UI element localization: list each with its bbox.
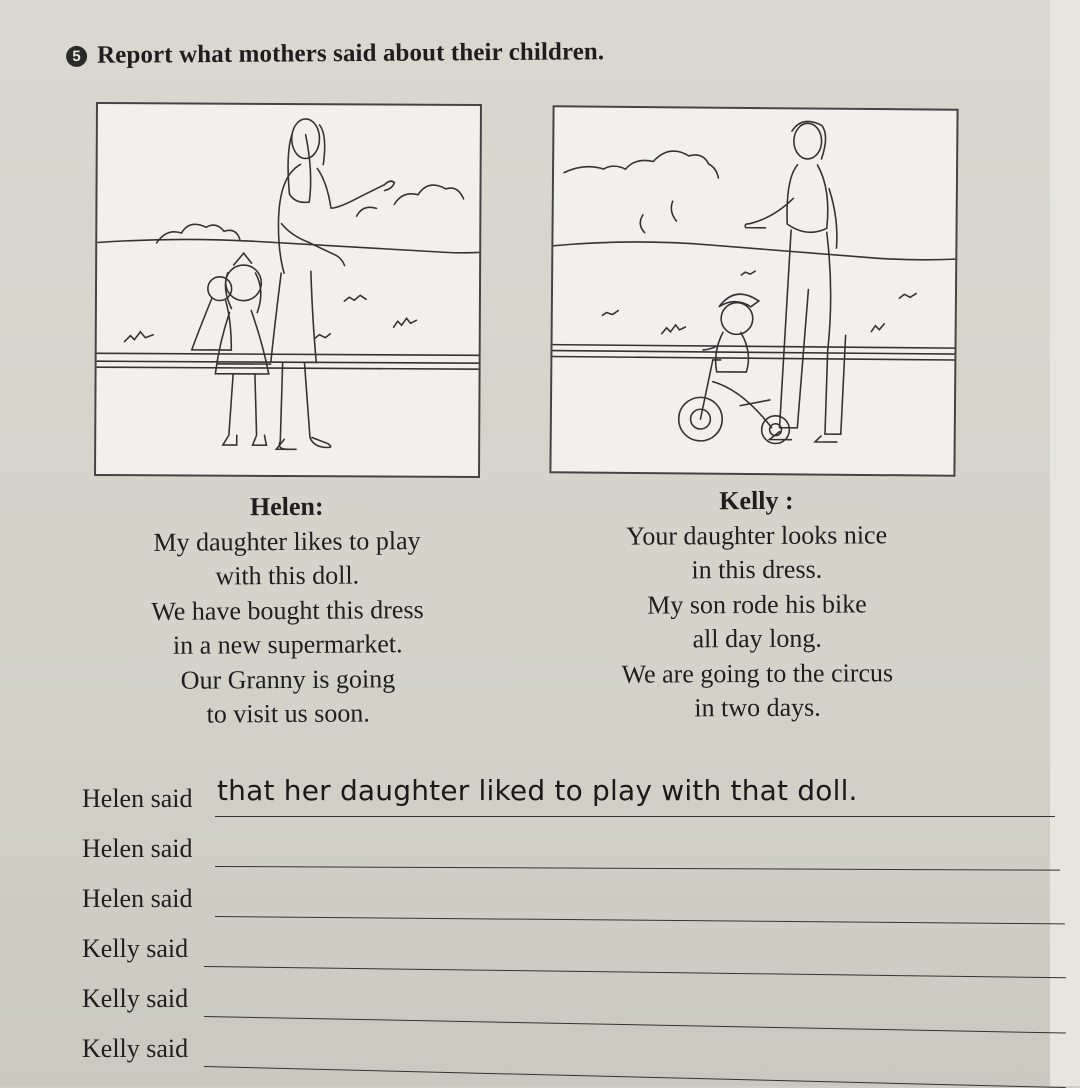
answer-row xyxy=(82,980,1062,1030)
helen-picture xyxy=(94,102,482,478)
kelly-picture xyxy=(549,105,958,477)
answer-label: Helen said xyxy=(82,834,193,863)
helen-line-6: to visit us soon. xyxy=(206,698,370,729)
helen-line-4: in a new supermarket. xyxy=(172,629,403,660)
answer-lines xyxy=(82,774,1062,1080)
answer-label: Kelly said xyxy=(82,934,189,963)
handwritten-answer[interactable]: that her daughter liked to play with that doll. xyxy=(217,774,858,807)
helen-name: Helen: xyxy=(249,491,324,522)
helen-line-2: with this doll. xyxy=(215,560,360,591)
answer-label: Helen said xyxy=(82,884,193,913)
kelly-line-5: We are going to the circus xyxy=(621,657,894,689)
kelly-line-1: Your daughter looks nice xyxy=(626,519,888,551)
answer-blank[interactable] xyxy=(215,816,1055,817)
kelly-line-6: in two days. xyxy=(694,692,821,723)
answer-row xyxy=(82,774,1062,830)
answer-row xyxy=(82,830,1062,880)
answer-label: Kelly said xyxy=(82,984,189,1013)
answer-row xyxy=(82,880,1062,930)
exercise-heading-text: Report what mothers said about their children. xyxy=(96,38,605,69)
answer-blank[interactable] xyxy=(215,916,1065,924)
answer-label: Helen said xyxy=(82,784,193,813)
kelly-quote xyxy=(571,483,942,726)
answer-blank[interactable] xyxy=(215,866,1060,871)
helen-quote xyxy=(109,489,466,733)
kelly-name: Kelly : xyxy=(719,485,794,516)
mother-and-daughter-with-doll-illustration xyxy=(96,104,480,476)
mother-and-son-on-tricycle-illustration xyxy=(551,107,956,474)
kelly-line-3: My son rode his bike xyxy=(647,588,867,620)
kelly-line-4: all day long. xyxy=(692,623,822,654)
answer-row xyxy=(82,930,1062,980)
answer-row xyxy=(82,1030,1062,1080)
exercise-number-badge: 5 xyxy=(66,46,87,67)
exercise-heading xyxy=(66,38,604,70)
answer-label: Kelly said xyxy=(82,1034,189,1063)
helen-line-3: We have bought this dress xyxy=(151,594,424,626)
helen-line-1: My daughter likes to play xyxy=(153,525,421,557)
answer-blank[interactable] xyxy=(204,966,1066,978)
kelly-line-2: in this dress. xyxy=(691,554,823,585)
helen-line-5: Our Granny is going xyxy=(180,663,396,695)
